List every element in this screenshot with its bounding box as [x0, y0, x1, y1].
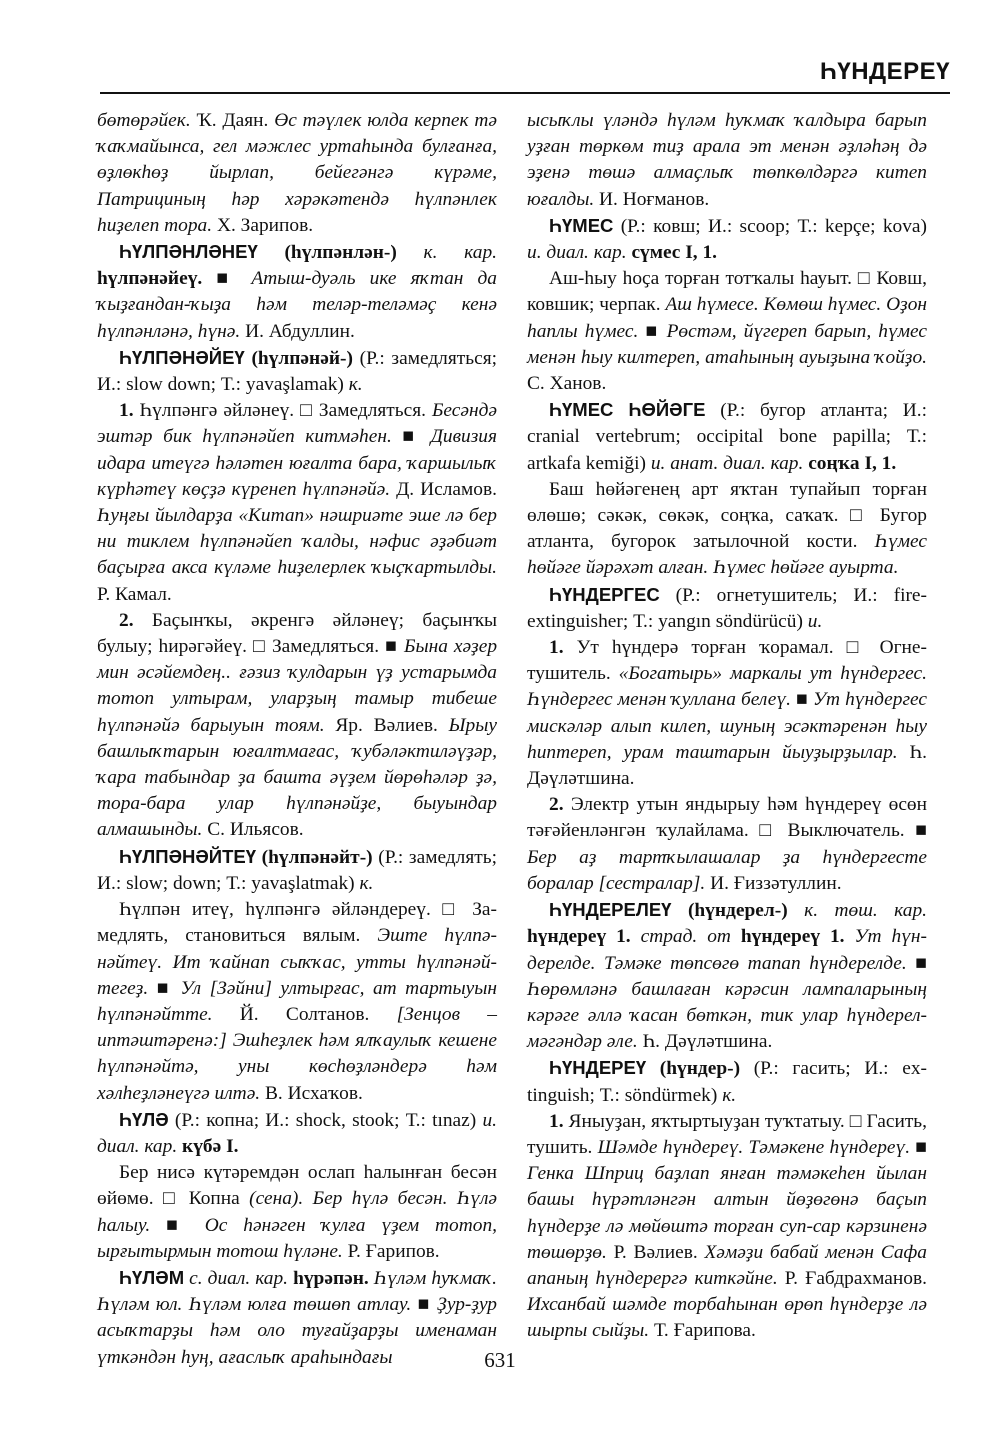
text: Яр. Вәлиев. — [324, 714, 449, 736]
italic-text: Ос һәнәген ҡулға үҙем тотоп, ырғытырмын тотош һүләне. — [97, 1214, 497, 1262]
text: Р. Камал. — [97, 583, 172, 605]
bold-text: (һүлпәнлән-) — [257, 242, 424, 264]
text: В. Исхаҡов. — [260, 1082, 363, 1104]
text: Ут һүндерә торған ҡорамал. □ Огнетушитель. — [527, 637, 927, 685]
bold-text: (һүлпәнәйт-) — [256, 846, 373, 868]
italic-text: ысыҡлы үләндә һүләм һуҡмаҡ ҡалдыра барып уҙған төркөм тиҙ арала эт менән әҙләһәң дә эҙенә төшә алмаҫлыҡ төпкөлдәргә китеп юғалды. — [527, 110, 927, 210]
left-column — [97, 108, 497, 1371]
bold-text: 1. — [549, 637, 564, 659]
text: Т. Ғарипова. — [649, 1320, 756, 1342]
bold-text: күбә I. — [182, 1135, 239, 1157]
right-column-paragraph — [527, 1109, 927, 1345]
bold-text: 2. — [549, 794, 564, 816]
italic-text: и. — [807, 610, 823, 632]
headword: ҺҮЛПӘНӘЙТЕҮ — [119, 845, 257, 867]
italic-text: к. — [348, 374, 363, 396]
text: ■ — [910, 1136, 928, 1158]
italic-text: Һүмес һөйәге йәрәхәт алған. Һүмес һөйәге ауырта. — [527, 531, 927, 579]
text: ■ — [906, 952, 928, 974]
italic-text: и. диал. кар. — [97, 1109, 497, 1157]
text: Д. Исламов. — [390, 478, 498, 500]
headword: ҺҮМЕС — [549, 214, 614, 236]
text: Х. Зарипов. — [212, 214, 314, 236]
text: ■ — [150, 1214, 205, 1236]
text: ■ — [790, 689, 813, 711]
italic-text: Ҙур-ҙур асыҡтарҙы һәм оло туғайҙарҙы именаман үткәндән һуң, ағаслыҡ араһындағы — [97, 1294, 497, 1368]
italic-text: Өс тәүлек юлда керпек тә ҡаҡмайынса, гел мәжлес уртаһында булғанға, өҙлөкһөҙ йырлап, бейегәнгә күрәме, Патрициның һәр хәрәкәтендә һүлпәнлек һиҙелеп тора. — [97, 110, 497, 236]
headword: ҺҮЛӘМ — [119, 1266, 185, 1288]
right-column — [527, 108, 927, 1345]
text: Электр утын яндырыу һәм һүндереү өсөн тәғәйенләнгән ҡулайлама. □ Выключатель. ■ — [527, 794, 927, 842]
text: Баҫынҡы, әкренгә әйләнеү; баҫынҡы булыу; һирәгәйеү. □ Замедляться. ■ — [97, 609, 497, 658]
headword: ҺҮЛӘ — [119, 1108, 169, 1130]
page-number: 631 — [484, 1348, 516, 1372]
text: Һ. Дәүләтшина. — [637, 1031, 773, 1053]
text: Аш-һыу һоҫа торған тотҡалы һауыт. □ Ковш, ковшик; черпак. — [527, 268, 927, 316]
italic-text: Бесәндә эштәр бик һүлпәнәйеп китмәһен. — [97, 400, 497, 448]
text: (Р.: бугор атланта; И.: cranial vertebrum; occipital bone papilla; Т.: artkafa kemiği) — [527, 400, 927, 474]
left-column-paragraph — [97, 1107, 497, 1160]
italic-text: Һүләм һуҡмаҡ. Һүләм юл. Һүләм юлға төшөп атлау. — [97, 1267, 497, 1316]
text: И. Ноғманов. — [594, 188, 710, 210]
text: ■ — [202, 268, 252, 290]
left-column-paragraph — [97, 608, 497, 844]
bold-text: (һүлпәнәй-) — [244, 347, 353, 369]
headword: ҺҮНДЕРЕЛЕҮ — [549, 899, 672, 921]
bold-text: һүндереү 1. — [740, 926, 845, 948]
right-column-paragraph — [527, 1055, 927, 1108]
italic-text: Бына хәҙер мин әсәйемдең.. ғәзиз ҡулдарын үҙ устарымда тотоп ултырам, уларҙың тамыр тибеше һүлпәнәйә барыуын тоям. — [97, 636, 498, 736]
italic-text: Бер аҙ тартҡылашалар ҙа һүндергесте боралар [сестралар]. — [527, 846, 927, 894]
right-column-paragraph — [527, 582, 927, 635]
italic-text: Аш һүмесе. Көмөш һүмес. Оҙон һаплы һүмес. — [527, 294, 928, 342]
italic-text: Дивизия идара итеүгә һәләтен юғалта бара, ҡаршылыҡ күрһәтеү көҫҙә күренеп һүлпәнәйә. — [97, 426, 497, 500]
italic-text: и. диал. кар. — [527, 242, 627, 264]
text: (Р.: ковш; И.: scoop; Т.: kepçe; kova) — [613, 215, 927, 237]
left-column-paragraph — [97, 398, 497, 608]
right-column-paragraph — [527, 792, 927, 897]
bold-text: 1. — [119, 400, 134, 422]
italic-text: к. — [722, 1084, 737, 1106]
italic-text: Ут һүндергес мискәләр алып килеп, шуның эсәктәренән һыу һиптереп, урам таштaрын йыуҙырҙылар. — [527, 689, 927, 763]
left-column-paragraph — [97, 345, 497, 398]
italic-text: «Богатырь» маркалы ут һүндергес. Һүндергес менән ҡуллана белеү. — [527, 663, 927, 711]
left-column-paragraph — [97, 1160, 497, 1265]
italic-text: Эште һүлпәнәйтеү. Ит ҡайнап сыҡҡас, утты һүлпәнәйтегеҙ. — [97, 925, 497, 999]
right-column-paragraph — [527, 108, 927, 213]
text: (Р.: гасить; И.: extinguish; Т.: söndürmek) — [527, 1058, 927, 1106]
left-column-paragraph — [97, 844, 497, 897]
text: ■ — [148, 977, 181, 999]
headword: ҺҮМЕС ҺӨЙӘГЕ — [549, 399, 706, 421]
text: Һүлпәнгә әйләнеү. □ Замедляться. — [133, 400, 432, 422]
italic-text: Шәмде һүндереү. Тәмәкене һүндереү. — [597, 1136, 911, 1158]
text: Яныуҙан, яҡтыртыуҙан туҡтатыу. □ Гасить, тушить. — [527, 1110, 927, 1158]
italic-text: бөтөрәйек. — [97, 110, 191, 131]
italic-text: Атыш-дуәль ике яҡтан да ҡыҙғандан-ҡыҙа һәм теләр-теләмәҫ кенә һүлпәнләнә, һүнә. — [97, 268, 497, 342]
text: И. Ғиззәтуллин. — [705, 872, 842, 894]
text: Һүлпән итеү, һүлпәнгә әйләндереү. □ Замедлять, становиться вялым. — [97, 899, 497, 947]
bold-text: 2. — [119, 609, 134, 631]
italic-text: к. — [359, 872, 374, 894]
italic-text: к. кар. — [423, 242, 497, 264]
text: ■ — [391, 426, 431, 448]
italic-text: страд. от — [640, 926, 731, 948]
text: Һ. Дәүләтшина. — [527, 741, 927, 790]
headword: ҺҮЛПӘНЛӘНЕҮ — [119, 241, 258, 263]
headword: ҺҮНДЕРГЕС — [549, 583, 660, 605]
text: (Р.: замедлять; И.: slow; down; Т.: yavaşlatmak) — [97, 846, 497, 894]
left-column-paragraph — [97, 239, 497, 345]
italic-text: Һуңғы йылдарҙа «Китап» нәшриәте эше лә бер ни тиклем һүлпәнәйеп ҡалды, нәфис әҙәбиәт баҫырға акса күләме һиҙелерлек ҡыҫҡартылды. — [97, 505, 497, 579]
running-head-title: ҺҮНДЕРЕҮ — [819, 58, 950, 85]
right-column-paragraph — [527, 477, 927, 582]
text: (Р.: копна; И.: shock, stook; Т.: tınaz) — [168, 1109, 483, 1131]
italic-text: Ул [Зәйни] ултырғас, ат тартыуын һүлпәнәйтте. — [97, 977, 497, 1025]
text: (Р.: огнетушитель; И.: fireextinguisher; Т.: yangın söndürücü) — [527, 584, 927, 632]
left-column-paragraph — [97, 108, 497, 239]
text — [845, 926, 855, 947]
text: С. Ильясов. — [202, 819, 304, 841]
bold-text: соңҡа I, 1. — [808, 452, 897, 474]
bold-text: сүмес I, 1. — [631, 242, 718, 264]
left-column-paragraph — [97, 897, 497, 1107]
text: Баш һөйәгенең арт яҡтан тупайып торған өлөшө; сәкәк, сөкәк, соңҡа, саҡаҡ. □ Бугор атланта, бугорок затылочной кости. — [527, 478, 927, 553]
text: И. Абдуллин. — [240, 320, 355, 342]
text: ■ — [411, 1294, 438, 1316]
italic-text: Ырыу башлыҡтарын юғалтмағас, ҡубәләктиләүҙәр, ҡара табындар ҙа башта әүҙем йөрөһәләр ҙә, тора-бара улар һүлпәнәйҙе, быуындар алмашынды. — [97, 714, 497, 841]
italic-text: Генка Шприц баҙлап янған тәмәкеһен йылан башы һүрәтләнгән алтын йөҙөгөнә баҫып һүндерҙе лә мөйөштә торған суп-сар кәрзиненә төшөрҙө. — [527, 1163, 927, 1263]
text — [731, 926, 741, 947]
text: Р. Ғабдрахманов. — [777, 1267, 927, 1289]
italic-text: Ихсанбай шәмде торбаһынан өрөп һүндерҙе лә шырпы сыйҙы. — [527, 1294, 927, 1342]
right-column-paragraph — [527, 635, 927, 792]
text: Й. Солтанов. — [212, 1003, 397, 1025]
bold-text: (һүндер-) — [646, 1058, 741, 1080]
bold-text: һүндереү 1. — [527, 926, 631, 948]
bold-text: (һүндерел-) — [671, 900, 805, 922]
text: С. Ханов. — [527, 373, 607, 395]
text — [631, 926, 641, 947]
right-column-paragraph — [527, 266, 927, 397]
text: ■ — [638, 320, 667, 342]
italic-text: к. төш. кар. — [804, 900, 927, 922]
italic-text: [Зенцов – иптәштәренә:] Эшһеҙлек һәм ялҡаулыҡ кешене һүлпәнәйтә, уны көсһөҙләндерә һәм хәлһеҙләнеүгә илтә. — [97, 1003, 497, 1104]
text: (Р.: замедляться; И.: slow down; Т.: yavaşlamak) — [97, 347, 498, 396]
text: Ҡ. Даян. — [190, 110, 275, 131]
italic-text: и. анат. диал. кар. — [650, 452, 804, 474]
right-column-paragraph — [527, 213, 927, 266]
italic-text: с. диал. кар. — [189, 1267, 289, 1289]
bold-text: һүлпәнәйеү. — [97, 268, 203, 290]
italic-text: Һөрөмләнә башлаған кәрәсин лампаларының кәрәге әллә ҡасан бөткән, тик улар һүндерелмәгәндәр әле. — [527, 978, 927, 1053]
text: Бер нисә күтәремдән ослап һалынған бесән өйөмө. □ Копна — [97, 1162, 497, 1210]
text: Р. Вәлиев. — [606, 1241, 705, 1263]
right-column-paragraph — [527, 397, 927, 477]
bold-text: һүрәпән. — [293, 1267, 369, 1289]
bold-text: 1. — [549, 1110, 564, 1132]
right-column-paragraph — [527, 897, 927, 1055]
italic-text: Ут һүндерелде. Тәмәке төпсөгө тапап һүндерелде. — [527, 926, 927, 974]
italic-text: Рөстәм, йүгереп барып, һүмес менән һыу килтереп, атаһының ауыҙына ҡойҙо. — [527, 320, 927, 368]
headword: ҺҮНДЕРЕҮ — [549, 1057, 647, 1079]
italic-text: (сена). Бер һүлә бесән. Һүлә һалыу. — [97, 1188, 497, 1236]
italic-text: Хәмәҙи бабай менән Сафа апаның һүндерергә киткәйне. — [527, 1241, 927, 1289]
headword: ҺҮЛПӘНӘЙЕҮ — [119, 346, 245, 368]
text: Р. Ғарипов. — [342, 1240, 440, 1262]
running-header — [100, 40, 950, 94]
